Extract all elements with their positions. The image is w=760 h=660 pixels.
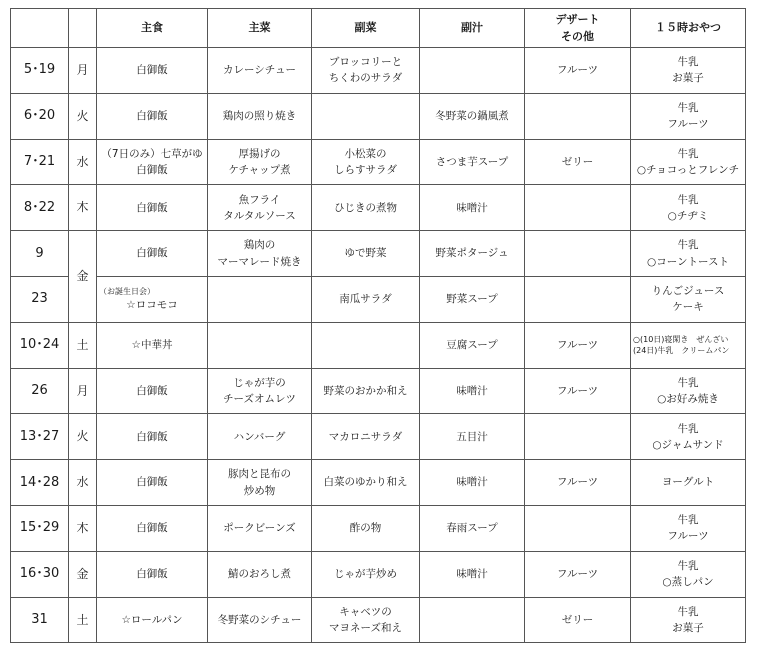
dessert-cell: ゼリー	[525, 597, 631, 643]
side-cell	[312, 551, 420, 597]
main-cell: 白御飯	[97, 93, 208, 139]
day-cell: 金	[69, 231, 97, 323]
snack-line: フルーツ	[667, 118, 709, 131]
snack-line: ○ジャムサンド	[652, 438, 724, 451]
day-cell: 火	[69, 93, 97, 139]
snack-cell	[631, 505, 746, 551]
date-cell: 15･29	[11, 505, 69, 551]
side-cell	[312, 505, 420, 551]
snack-cell	[631, 276, 746, 322]
day-cell: 木	[69, 185, 97, 231]
snack-cell	[631, 597, 746, 643]
date-cell: 9	[11, 231, 69, 277]
header-row	[11, 9, 746, 48]
snack-cell	[631, 185, 746, 231]
snack-line: りんごジュース	[651, 285, 725, 298]
header-snack: １５時おやつ	[631, 9, 746, 48]
snack-line: ○チヂミ	[667, 209, 709, 222]
dessert-cell	[525, 414, 631, 460]
dessert-cell	[525, 505, 631, 551]
main-dish-line: 鯖のおろし煮	[228, 568, 291, 581]
header-date	[11, 9, 69, 48]
side-cell	[312, 414, 420, 460]
side-line: ブロッコリーと	[328, 56, 403, 69]
day-cell: 水	[69, 460, 97, 506]
side-cell	[312, 139, 420, 185]
header-main: 主食	[97, 9, 208, 48]
main-line: 白御飯	[136, 163, 168, 176]
main-dish-cell	[208, 48, 312, 94]
day-cell: 木	[69, 505, 97, 551]
main-dish-line: ハンバーグ	[233, 430, 286, 443]
main-cell	[97, 276, 208, 322]
main-dish-cell	[208, 231, 312, 277]
day-cell: 火	[69, 414, 97, 460]
soup-cell: 春雨スープ	[420, 505, 525, 551]
main-dish-cell	[208, 460, 312, 506]
snack-line: ○お好み焼き	[657, 392, 719, 405]
table-row	[11, 460, 746, 506]
table-row	[11, 93, 746, 139]
main-dish-cell	[208, 368, 312, 414]
main-dish-line: 炒め物	[243, 484, 276, 497]
date-cell: 23	[11, 276, 69, 322]
main-cell: 白御飯	[97, 185, 208, 231]
day-cell: 土	[69, 597, 97, 643]
side-cell	[312, 93, 420, 139]
main-note: （お誕生日会）	[99, 286, 155, 296]
side-line: 南瓜サラダ	[339, 293, 392, 306]
soup-cell: 冬野菜の鍋風煮	[420, 93, 525, 139]
main-dish-cell	[208, 505, 312, 551]
side-cell	[312, 460, 420, 506]
side-line: キャベツの	[339, 605, 392, 618]
soup-cell: 味噌汁	[420, 185, 525, 231]
date-cell: 31	[11, 597, 69, 643]
snack-line: 牛乳	[677, 514, 699, 527]
date-cell: 14･28	[11, 460, 69, 506]
main-dish-line: 鶏肉の	[243, 239, 276, 252]
main-dish-cell	[208, 597, 312, 643]
date-cell: 26	[11, 368, 69, 414]
dessert-cell: フルーツ	[525, 551, 631, 597]
soup-cell: 味噌汁	[420, 551, 525, 597]
snack-line: (24日)牛乳 クリームパン	[633, 346, 730, 356]
soup-cell: 野菜ポタージュ	[420, 231, 525, 277]
snack-line: 牛乳	[677, 56, 699, 69]
main-dish-line: 鶏肉の照り焼き	[222, 110, 297, 123]
snack-line: 牛乳	[677, 101, 699, 114]
snack-line: ヨーグルト	[661, 476, 715, 489]
main-dish-line: マーマレード焼き	[217, 255, 302, 268]
main-cell	[97, 139, 208, 185]
side-line: マカロニサラダ	[328, 430, 403, 443]
main-dish-line: 豚肉と昆布の	[228, 468, 291, 481]
side-cell	[312, 231, 420, 277]
main-cell: ☆ロールパン	[97, 597, 208, 643]
main-dish-line: ケチャップ煮	[228, 163, 291, 176]
main-dish-line: 厚揚げの	[238, 147, 281, 160]
main-dish-cell	[208, 185, 312, 231]
main-dish-line: カレーシチュー	[223, 64, 296, 77]
soup-cell: 野菜スープ	[420, 276, 525, 322]
header-soup: 副汁	[420, 9, 525, 48]
snack-line: ケーキ	[672, 301, 704, 314]
dessert-cell	[525, 276, 631, 322]
dessert-cell	[525, 231, 631, 277]
snack-line: フルーツ	[667, 530, 709, 543]
main-dish-line: チーズオムレツ	[223, 392, 296, 405]
date-cell: 7･21	[11, 139, 69, 185]
soup-cell	[420, 597, 525, 643]
side-line: じゃが芋炒め	[334, 568, 397, 581]
side-cell	[312, 368, 420, 414]
side-line: マヨネーズ和え	[329, 621, 402, 634]
table-row	[11, 368, 746, 414]
table-row	[11, 139, 746, 185]
snack-cell	[631, 551, 746, 597]
table-row	[11, 597, 746, 643]
date-cell: 13･27	[11, 414, 69, 460]
snack-line: ○チョコっとフレンチ	[636, 163, 740, 176]
snack-cell	[631, 414, 746, 460]
snack-line: お菓子	[672, 621, 704, 634]
main-dish-line: 冬野菜のシチュー	[217, 613, 302, 626]
main-cell: 白御飯	[97, 368, 208, 414]
soup-cell: 豆腐スープ	[420, 322, 525, 368]
side-line: 小松菜の	[344, 147, 387, 160]
main-cell: 白御飯	[97, 505, 208, 551]
table-row	[11, 414, 746, 460]
table-row	[11, 505, 746, 551]
date-cell: 10･24	[11, 322, 69, 368]
main-dish-cell	[208, 139, 312, 185]
main-dish-line: ポークビーンズ	[223, 522, 296, 535]
snack-line: お菓子	[672, 72, 704, 85]
dessert-cell: フルーツ	[525, 460, 631, 506]
header-side: 副菜	[312, 9, 420, 48]
snack-line: 牛乳	[677, 559, 699, 572]
date-cell: 16･30	[11, 551, 69, 597]
snack-line: 牛乳	[677, 422, 699, 435]
side-line: 野菜のおかか和え	[323, 384, 408, 397]
snack-line: ○(10日)寝閑き ぜんざい	[633, 334, 729, 344]
header-dessert-line2: その他	[561, 30, 594, 43]
table-row	[11, 551, 746, 597]
dessert-cell: ゼリー	[525, 139, 631, 185]
snack-line: 牛乳	[677, 376, 699, 389]
header-day	[69, 9, 97, 48]
date-cell: 5･19	[11, 48, 69, 94]
snack-cell	[631, 231, 746, 277]
snack-line: ○蒸しパン	[662, 576, 714, 589]
day-cell: 金	[69, 551, 97, 597]
main-cell: 白御飯	[97, 414, 208, 460]
side-line: しらすサラダ	[334, 163, 397, 176]
header-dessert	[525, 9, 631, 48]
snack-cell	[631, 48, 746, 94]
main-line: ☆ロコモコ	[126, 298, 178, 311]
main-dish-cell	[208, 551, 312, 597]
day-cell: 土	[69, 322, 97, 368]
side-cell	[312, 48, 420, 94]
date-cell: 8･22	[11, 185, 69, 231]
soup-cell: 味噌汁	[420, 368, 525, 414]
table-row	[11, 231, 746, 277]
day-cell: 水	[69, 139, 97, 185]
table-row	[11, 48, 746, 94]
side-line: 酢の物	[349, 522, 382, 535]
side-cell	[312, 276, 420, 322]
side-line: ゆで野菜	[344, 247, 387, 260]
soup-cell	[420, 48, 525, 94]
main-cell: 白御飯	[97, 551, 208, 597]
main-dish-line: タルタルソース	[223, 209, 296, 222]
snack-line: 牛乳	[677, 239, 699, 252]
day-cell: 月	[69, 368, 97, 414]
header-dessert-line1: デザート	[555, 12, 600, 26]
main-dish-cell	[208, 276, 312, 322]
dessert-cell: フルーツ	[525, 48, 631, 94]
menu-table-wrapper	[10, 8, 746, 643]
snack-line: 牛乳	[677, 193, 699, 206]
snack-cell	[631, 139, 746, 185]
header-main-dish: 主菜	[208, 9, 312, 48]
main-cell: 白御飯	[97, 48, 208, 94]
main-cell: 白御飯	[97, 231, 208, 277]
snack-cell	[631, 368, 746, 414]
dessert-cell	[525, 93, 631, 139]
soup-cell: さつま芋スープ	[420, 139, 525, 185]
day-cell: 月	[69, 48, 97, 94]
main-cell: ☆中華丼	[97, 322, 208, 368]
side-line: 白菜のゆかり和え	[323, 476, 408, 489]
dessert-cell: フルーツ	[525, 322, 631, 368]
snack-cell	[631, 460, 746, 506]
side-cell	[312, 322, 420, 368]
side-line: ちくわのサラダ	[328, 72, 403, 85]
dessert-cell: フルーツ	[525, 368, 631, 414]
side-cell	[312, 185, 420, 231]
main-dish-line: じゃが芋の	[233, 376, 286, 389]
dessert-cell	[525, 185, 631, 231]
menu-table	[10, 8, 746, 643]
date-cell: 6･20	[11, 93, 69, 139]
side-line: ひじきの煮物	[334, 201, 397, 214]
snack-line: ○コーントースト	[647, 255, 729, 268]
snack-cell	[631, 322, 746, 368]
soup-cell: 五目汁	[420, 414, 525, 460]
main-dish-cell	[208, 93, 312, 139]
table-row	[11, 185, 746, 231]
main-cell: 白御飯	[97, 460, 208, 506]
main-dish-line: 魚フライ	[238, 193, 281, 206]
main-dish-cell	[208, 322, 312, 368]
snack-line: 牛乳	[677, 147, 699, 160]
main-dish-cell	[208, 414, 312, 460]
side-cell	[312, 597, 420, 643]
snack-line: 牛乳	[677, 605, 699, 618]
main-note: （7日のみ）七草がゆ	[101, 147, 203, 160]
table-row	[11, 322, 746, 368]
soup-cell: 味噌汁	[420, 460, 525, 506]
table-row	[11, 276, 746, 322]
snack-cell	[631, 93, 746, 139]
